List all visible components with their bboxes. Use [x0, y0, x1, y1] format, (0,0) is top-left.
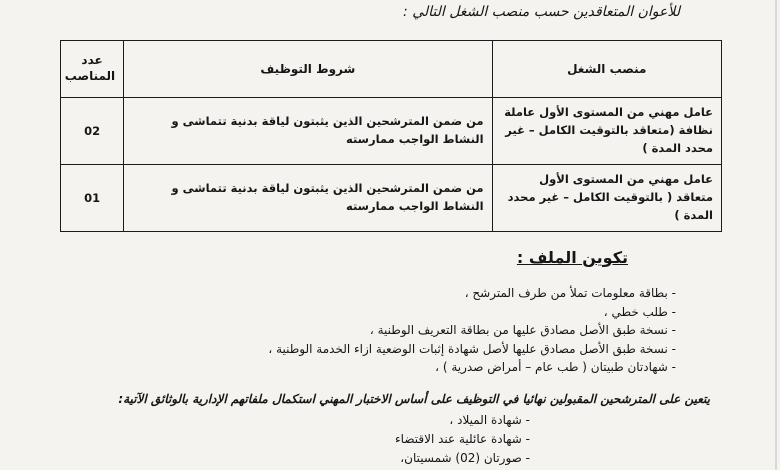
row-post: عامل مهني من المستوى الأول عاملة نظافة (متعاقد بالتوقيت الكامل – غير محدد المدة )	[492, 98, 721, 165]
scan-edge-line	[775, 0, 777, 470]
list-item: - نسخة طبق الأصل مصادق عليها من بطاقة التعريف الوطنية ،	[369, 323, 676, 337]
file-documents-list	[76, 284, 676, 377]
table-row	[61, 165, 722, 232]
table-row	[61, 98, 722, 165]
header-post: منصب الشغل	[492, 41, 721, 98]
list-item: - نسخة طبق الأصل مصادق عليها لأصل شهادة إثبات الوضعية ازاء الخدمة الوطنية ،	[268, 341, 676, 356]
list-item: - بطاقة معلومات تملأ من طرف المترشح ،	[464, 286, 676, 300]
row-count: 02	[61, 98, 124, 165]
row-conditions: من ضمن المترشحين الذين يثبتون لياقة بدنية تتماشى و النشاط الواجب ممارسته	[124, 165, 492, 232]
list-item: - صورتان (02) شمسيتان،	[400, 451, 530, 465]
final-documents-note: يتعين على المترشحين المقبولين نهائيا في التوظيف على أساس الاختبار المهني استكمال ملفاتهم الإدارية بالوثائق الآتية:	[118, 392, 710, 406]
header-conditions: شروط التوظيف	[124, 41, 492, 98]
file-section-title: تكوين الملف :	[516, 248, 628, 267]
list-item: - شهادة عائلية عند الاقتضاء	[395, 432, 530, 446]
list-item: - طلب خطي ،	[603, 304, 676, 319]
header-count: عدد المناصب	[61, 41, 124, 98]
row-post: عامل مهني من المستوى الأول متعاقد ( بالتوقيت الكامل – غير محدد المدة )	[492, 165, 721, 232]
list-item: - شهادة الميلاد ،	[449, 413, 530, 427]
table-header-row	[61, 41, 722, 98]
positions-table	[60, 40, 722, 232]
row-count: 01	[61, 165, 124, 232]
intro-line: للأعوان المتعاقدين حسب منصب الشغل التالي :	[403, 4, 680, 20]
row-conditions: من ضمن المترشحين الذين يثبتون لياقة بدنية تتماشى و النشاط الواجب ممارسته	[124, 98, 492, 165]
final-documents-list	[130, 411, 530, 468]
list-item: - شهادتان طبيتان ( طب عام – أمراض صدرية ) ،	[435, 360, 676, 374]
